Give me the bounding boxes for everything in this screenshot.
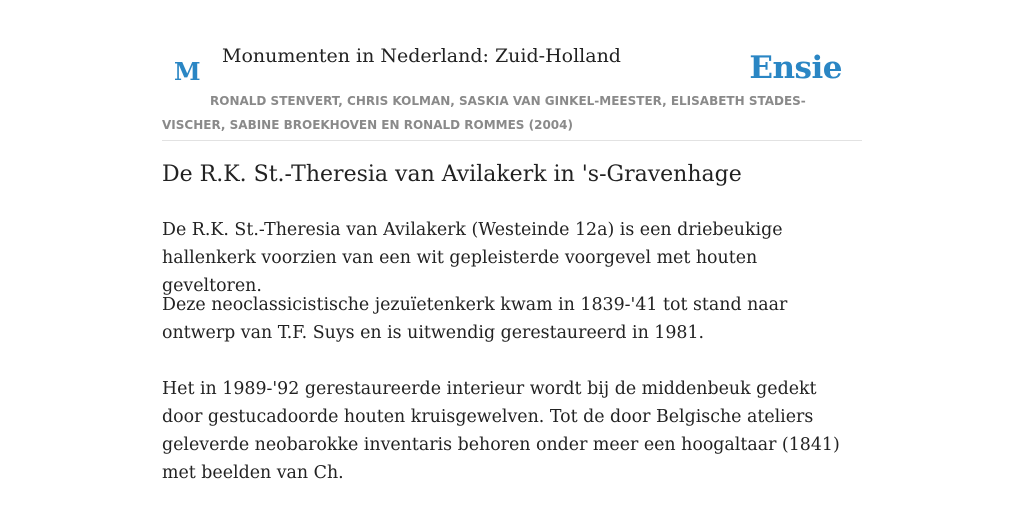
header	[162, 0, 862, 141]
book-logo[interactable]: M	[174, 57, 201, 86]
authors-line: RONALD STENVERT, CHRIS KOLMAN, SASKIA VAN GINKEL-MEESTER, ELISABETH STADES-VISCHER, SABINE BROEKHOVEN EN RONALD ROMMES (2004)	[162, 94, 806, 132]
ensie-logo[interactable]: Ensie	[749, 50, 842, 86]
paragraph-1: De R.K. St.-Theresia van Avilakerk (Westeinde 12a) is een driebeukige hallenkerk voorzien van een wit gepleisterde voorgevel met houten geveltoren.	[162, 220, 783, 296]
paragraph-3: Het in 1989-'92 gerestaureerde interieur wordt bij de middenbeuk gedekt door gestucadoorde houten kruisgewelven. Tot de door Belgische ateliers geleverde neobarokke inventaris behoren onder meer een hoogaltaar (1841) met beelden van Ch.	[162, 379, 840, 483]
book-title-link[interactable]: Monumenten in Nederland: Zuid-Holland	[222, 45, 621, 67]
article-title: De R.K. St.-Theresia van Avilakerk in 's-Gravenhage	[162, 162, 742, 187]
paragraph-2: Deze neoclassicistische jezuïetenkerk kwam in 1839-'41 tot stand naar ontwerp van T.F. Suys en is uitwendig gerestaureerd in 1981.	[162, 295, 788, 343]
document-page	[162, 0, 862, 483]
